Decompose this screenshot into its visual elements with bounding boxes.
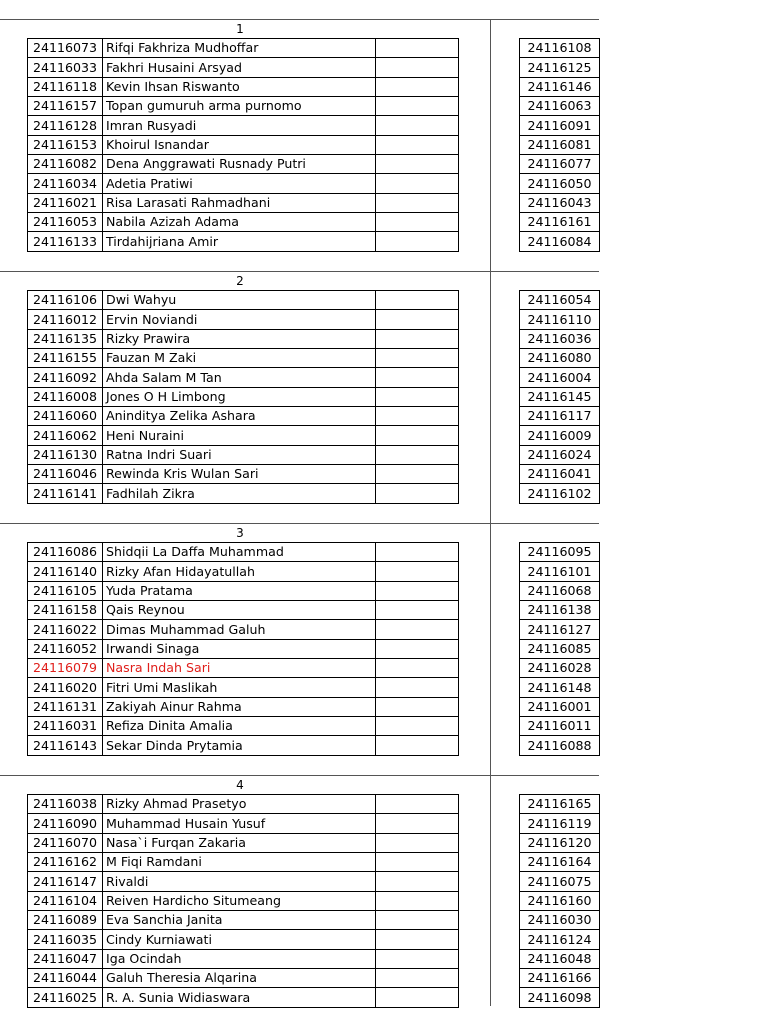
student-id-cell: 24116118 <box>28 77 103 96</box>
table-row <box>520 368 600 387</box>
student-name-cell: Risa Larasati Rahmadhani <box>103 193 376 212</box>
empty-cell <box>376 387 459 406</box>
student-id-cell: 24116080 <box>520 349 600 368</box>
table-row <box>520 543 600 562</box>
table-row <box>520 639 600 658</box>
student-id-cell: 24116085 <box>520 639 600 658</box>
student-name-cell: Rifqi Fakhriza Mudhoffar <box>103 39 376 58</box>
student-id-cell: 24116034 <box>28 174 103 193</box>
column-divider-line <box>490 523 491 775</box>
group-separator-line <box>0 523 599 524</box>
table-row <box>520 310 600 329</box>
student-id-cell: 24116133 <box>28 232 103 251</box>
student-id-cell: 24116036 <box>520 329 600 348</box>
student-id-cell: 24116044 <box>28 969 103 988</box>
table-row <box>28 97 459 116</box>
student-id-cell: 24116141 <box>28 484 103 503</box>
student-name-cell: Cindy Kurniawati <box>103 930 376 949</box>
student-name-cell: Dwi Wahyu <box>103 291 376 310</box>
group-separator-line <box>0 775 599 776</box>
table-row <box>28 891 459 910</box>
table-row <box>520 814 600 833</box>
student-id-cell: 24116082 <box>28 155 103 174</box>
student-id-cell: 24116102 <box>520 484 600 503</box>
group-title: 1 <box>236 22 244 36</box>
table-row <box>520 853 600 872</box>
student-name-cell: Nasa`i Furqan Zakaria <box>103 833 376 852</box>
group-1 <box>0 19 599 271</box>
table-row <box>28 329 459 348</box>
empty-cell <box>376 543 459 562</box>
table-row <box>28 697 459 716</box>
empty-cell <box>376 310 459 329</box>
student-id-cell: 24116063 <box>520 97 600 116</box>
table-row <box>28 174 459 193</box>
empty-cell <box>376 155 459 174</box>
student-id-cell: 24116081 <box>520 135 600 154</box>
student-name-cell: Fauzan M Zaki <box>103 349 376 368</box>
student-name-cell: Rivaldi <box>103 872 376 891</box>
empty-cell <box>376 736 459 755</box>
table-row <box>520 465 600 484</box>
empty-cell <box>376 639 459 658</box>
empty-cell <box>376 426 459 445</box>
student-id-cell: 24116060 <box>28 407 103 426</box>
table-row <box>28 601 459 620</box>
student-id-cell: 24116062 <box>28 426 103 445</box>
table-row <box>520 97 600 116</box>
student-id-cell: 24116117 <box>520 407 600 426</box>
table-row <box>28 930 459 949</box>
student-id-cell: 24116128 <box>28 116 103 135</box>
table-row <box>28 717 459 736</box>
student-name-cell: Tirdahijriana Amir <box>103 232 376 251</box>
table-row <box>520 77 600 96</box>
table-row <box>28 155 459 174</box>
student-name-cell: Ervin Noviandi <box>103 310 376 329</box>
empty-cell <box>376 135 459 154</box>
empty-cell <box>376 174 459 193</box>
empty-cell <box>376 795 459 814</box>
student-id-cell: 24116073 <box>28 39 103 58</box>
student-id-cell: 24116038 <box>28 795 103 814</box>
table-row <box>520 155 600 174</box>
group-title: 4 <box>236 778 244 792</box>
group-separator-line <box>0 271 599 272</box>
table-row <box>28 291 459 310</box>
empty-cell <box>376 717 459 736</box>
empty-cell <box>376 659 459 678</box>
table-row <box>28 543 459 562</box>
empty-cell <box>376 833 459 852</box>
table-row <box>28 678 459 697</box>
student-id-cell: 24116130 <box>28 445 103 464</box>
right-id-table <box>519 38 600 252</box>
student-id-cell: 24116008 <box>28 387 103 406</box>
empty-cell <box>376 465 459 484</box>
student-name-cell: Topan gumuruh arma purnomo <box>103 97 376 116</box>
student-name-cell: Heni Nuraini <box>103 426 376 445</box>
student-id-cell: 24116052 <box>28 639 103 658</box>
student-id-cell: 24116009 <box>520 426 600 445</box>
student-name-cell: Khoirul Isnandar <box>103 135 376 154</box>
empty-cell <box>376 697 459 716</box>
student-id-cell: 24116089 <box>28 911 103 930</box>
student-id-cell: 24116033 <box>28 58 103 77</box>
student-id-cell: 24116043 <box>520 193 600 212</box>
table-row <box>28 465 459 484</box>
group-title: 2 <box>236 274 244 288</box>
empty-cell <box>376 891 459 910</box>
table-row <box>520 833 600 852</box>
empty-cell <box>376 97 459 116</box>
table-row <box>28 988 459 1007</box>
student-id-cell: 24116050 <box>520 174 600 193</box>
table-row <box>28 310 459 329</box>
table-row <box>520 484 600 503</box>
student-name-cell: Rewinda Kris Wulan Sari <box>103 465 376 484</box>
table-row <box>28 484 459 503</box>
table-row <box>520 562 600 581</box>
student-id-cell: 24116020 <box>28 678 103 697</box>
student-name-cell: Yuda Pratama <box>103 581 376 600</box>
student-name-cell: Sekar Dinda Prytamia <box>103 736 376 755</box>
empty-cell <box>376 213 459 232</box>
student-id-cell: 24116108 <box>520 39 600 58</box>
student-id-cell: 24116127 <box>520 620 600 639</box>
student-table <box>27 38 459 252</box>
empty-cell <box>376 949 459 968</box>
student-id-cell: 24116131 <box>28 697 103 716</box>
student-id-cell: 24116101 <box>520 562 600 581</box>
student-id-cell: 24116035 <box>28 930 103 949</box>
student-name-cell: Qais Reynou <box>103 601 376 620</box>
student-id-cell: 24116077 <box>520 155 600 174</box>
student-id-cell: 24116075 <box>520 872 600 891</box>
student-name-cell: Nasra Indah Sari <box>103 659 376 678</box>
empty-cell <box>376 853 459 872</box>
table-row <box>520 969 600 988</box>
table-row <box>28 387 459 406</box>
student-id-cell: 24116104 <box>28 891 103 910</box>
student-id-cell: 24116160 <box>520 891 600 910</box>
table-row <box>520 678 600 697</box>
table-row <box>520 872 600 891</box>
table-row <box>520 58 600 77</box>
empty-cell <box>376 77 459 96</box>
empty-cell <box>376 562 459 581</box>
table-row <box>28 39 459 58</box>
student-id-cell: 24116024 <box>520 445 600 464</box>
empty-cell <box>376 39 459 58</box>
student-id-cell: 24116054 <box>520 291 600 310</box>
student-name-cell: Rizky Afan Hidayatullah <box>103 562 376 581</box>
student-name-cell: Eva Sanchia Janita <box>103 911 376 930</box>
student-id-cell: 24116068 <box>520 581 600 600</box>
student-name-cell: Shidqii La Daffa Muhammad <box>103 543 376 562</box>
student-name-cell: R. A. Sunia Widiaswara <box>103 988 376 1007</box>
table-row <box>28 426 459 445</box>
table-row <box>28 562 459 581</box>
student-id-cell: 24116106 <box>28 291 103 310</box>
student-name-cell: Rizky Ahmad Prasetyo <box>103 795 376 814</box>
table-row <box>520 949 600 968</box>
table-row <box>28 407 459 426</box>
table-row <box>28 232 459 251</box>
student-id-cell: 24116161 <box>520 213 600 232</box>
group-title: 3 <box>236 526 244 540</box>
student-name-cell: Zakiyah Ainur Rahma <box>103 697 376 716</box>
student-id-cell: 24116124 <box>520 930 600 949</box>
table-row <box>520 601 600 620</box>
student-id-cell: 24116148 <box>520 678 600 697</box>
table-row <box>28 349 459 368</box>
student-name-cell: Irwandi Sinaga <box>103 639 376 658</box>
group-separator-line <box>0 19 599 20</box>
table-row <box>520 116 600 135</box>
table-row <box>520 930 600 949</box>
empty-cell <box>376 601 459 620</box>
right-id-table <box>519 290 600 504</box>
student-name-cell: Rizky Prawira <box>103 329 376 348</box>
table-row <box>520 620 600 639</box>
student-id-cell: 24116001 <box>520 697 600 716</box>
empty-cell <box>376 969 459 988</box>
student-id-cell: 24116157 <box>28 97 103 116</box>
student-id-cell: 24116145 <box>520 387 600 406</box>
student-id-cell: 24116110 <box>520 310 600 329</box>
student-id-cell: 24116166 <box>520 969 600 988</box>
table-row <box>520 988 600 1007</box>
empty-cell <box>376 232 459 251</box>
table-row <box>520 349 600 368</box>
student-id-cell: 24116105 <box>28 581 103 600</box>
empty-cell <box>376 349 459 368</box>
student-name-cell: Reiven Hardicho Situmeang <box>103 891 376 910</box>
empty-cell <box>376 484 459 503</box>
student-id-cell: 24116041 <box>520 465 600 484</box>
table-row <box>28 135 459 154</box>
student-id-cell: 24116095 <box>520 543 600 562</box>
table-row <box>28 795 459 814</box>
student-id-cell: 24116098 <box>520 988 600 1007</box>
student-name-cell: Muhammad Husain Yusuf <box>103 814 376 833</box>
empty-cell <box>376 116 459 135</box>
table-row <box>520 697 600 716</box>
table-row <box>520 891 600 910</box>
table-row <box>28 58 459 77</box>
empty-cell <box>376 407 459 426</box>
student-name-cell: Fadhilah Zikra <box>103 484 376 503</box>
empty-cell <box>376 291 459 310</box>
student-name-cell: Fitri Umi Maslikah <box>103 678 376 697</box>
table-row <box>28 193 459 212</box>
empty-cell <box>376 620 459 639</box>
student-id-cell: 24116138 <box>520 601 600 620</box>
column-divider-line <box>490 775 491 1006</box>
table-row <box>520 659 600 678</box>
student-id-cell: 24116120 <box>520 833 600 852</box>
student-id-cell: 24116048 <box>520 949 600 968</box>
student-id-cell: 24116135 <box>28 329 103 348</box>
student-id-cell: 24116164 <box>520 853 600 872</box>
table-row <box>28 368 459 387</box>
table-row <box>28 969 459 988</box>
student-id-cell: 24116012 <box>28 310 103 329</box>
empty-cell <box>376 930 459 949</box>
student-id-cell: 24116088 <box>520 736 600 755</box>
student-id-cell: 24116011 <box>520 717 600 736</box>
student-id-cell: 24116046 <box>28 465 103 484</box>
student-id-cell: 24116053 <box>28 213 103 232</box>
student-name-cell: Ahda Salam M Tan <box>103 368 376 387</box>
student-name-cell: Fakhri Husaini Arsyad <box>103 58 376 77</box>
student-name-cell: Dena Anggrawati Rusnady Putri <box>103 155 376 174</box>
student-id-cell: 24116155 <box>28 349 103 368</box>
empty-cell <box>376 814 459 833</box>
table-row <box>28 639 459 658</box>
student-name-cell: Ratna Indri Suari <box>103 445 376 464</box>
student-name-cell: Kevin Ihsan Riswanto <box>103 77 376 96</box>
student-name-cell: Nabila Azizah Adama <box>103 213 376 232</box>
student-id-cell: 24116086 <box>28 543 103 562</box>
student-id-cell: 24116021 <box>28 193 103 212</box>
table-row <box>520 387 600 406</box>
column-divider-line <box>490 271 491 523</box>
table-row <box>28 581 459 600</box>
student-name-cell: Adetia Pratiwi <box>103 174 376 193</box>
student-name-cell: Iga Ocindah <box>103 949 376 968</box>
student-id-cell: 24116047 <box>28 949 103 968</box>
table-row <box>28 949 459 968</box>
table-row <box>28 620 459 639</box>
student-name-cell: Refiza Dinita Amalia <box>103 717 376 736</box>
table-row <box>28 736 459 755</box>
table-row <box>520 795 600 814</box>
table-row <box>28 77 459 96</box>
student-id-cell: 24116070 <box>28 833 103 852</box>
student-name-cell: Aninditya Zelika Ashara <box>103 407 376 426</box>
group-3 <box>0 523 599 775</box>
table-row <box>520 291 600 310</box>
group-4 <box>0 775 599 1024</box>
student-table <box>27 290 459 504</box>
student-id-cell: 24116119 <box>520 814 600 833</box>
table-row <box>520 213 600 232</box>
empty-cell <box>376 911 459 930</box>
table-row <box>520 736 600 755</box>
student-id-cell: 24116004 <box>520 368 600 387</box>
student-id-cell: 24116165 <box>520 795 600 814</box>
student-id-cell: 24116092 <box>28 368 103 387</box>
table-row <box>28 853 459 872</box>
student-id-cell: 24116091 <box>520 116 600 135</box>
empty-cell <box>376 445 459 464</box>
table-row <box>520 717 600 736</box>
empty-cell <box>376 678 459 697</box>
table-row <box>28 445 459 464</box>
student-id-cell: 24116090 <box>28 814 103 833</box>
empty-cell <box>376 193 459 212</box>
table-row <box>28 814 459 833</box>
empty-cell <box>376 368 459 387</box>
right-id-table <box>519 794 600 1008</box>
table-row <box>520 39 600 58</box>
student-id-cell: 24116084 <box>520 232 600 251</box>
table-row <box>28 116 459 135</box>
table-row <box>28 833 459 852</box>
empty-cell <box>376 988 459 1007</box>
student-table <box>27 542 459 756</box>
student-id-cell: 24116022 <box>28 620 103 639</box>
empty-cell <box>376 58 459 77</box>
table-row <box>28 872 459 891</box>
student-id-cell: 24116162 <box>28 853 103 872</box>
student-id-cell: 24116147 <box>28 872 103 891</box>
right-id-table <box>519 542 600 756</box>
student-id-cell: 24116079 <box>28 659 103 678</box>
student-name-cell: M Fiqi Ramdani <box>103 853 376 872</box>
empty-cell <box>376 329 459 348</box>
table-row <box>28 213 459 232</box>
table-row <box>520 445 600 464</box>
student-id-cell: 24116031 <box>28 717 103 736</box>
table-row-highlighted <box>28 659 459 678</box>
student-id-cell: 24116143 <box>28 736 103 755</box>
student-id-cell: 24116140 <box>28 562 103 581</box>
table-row <box>520 174 600 193</box>
student-id-cell: 24116146 <box>520 77 600 96</box>
student-id-cell: 24116125 <box>520 58 600 77</box>
table-row <box>520 581 600 600</box>
empty-cell <box>376 581 459 600</box>
student-id-cell: 24116028 <box>520 659 600 678</box>
table-row <box>520 911 600 930</box>
student-id-cell: 24116153 <box>28 135 103 154</box>
student-id-cell: 24116158 <box>28 601 103 620</box>
table-row <box>520 329 600 348</box>
table-row <box>520 193 600 212</box>
student-name-cell: Jones O H Limbong <box>103 387 376 406</box>
table-row <box>520 135 600 154</box>
student-table <box>27 794 459 1008</box>
empty-cell <box>376 872 459 891</box>
table-row <box>520 232 600 251</box>
student-id-cell: 24116030 <box>520 911 600 930</box>
table-row <box>28 911 459 930</box>
column-divider-line <box>490 19 491 271</box>
student-name-cell: Dimas Muhammad Galuh <box>103 620 376 639</box>
group-2 <box>0 271 599 523</box>
student-name-cell: Galuh Theresia Alqarina <box>103 969 376 988</box>
student-id-cell: 24116025 <box>28 988 103 1007</box>
student-name-cell: Imran Rusyadi <box>103 116 376 135</box>
table-row <box>520 426 600 445</box>
table-row <box>520 407 600 426</box>
